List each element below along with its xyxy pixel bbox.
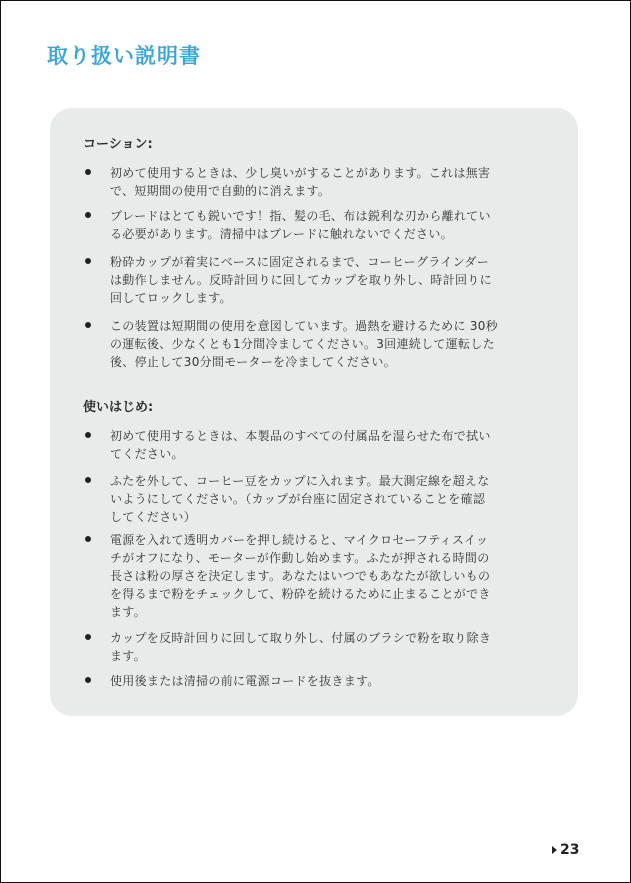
bullet-icon bbox=[85, 322, 91, 328]
list-item bbox=[83, 531, 553, 621]
item-line: 粉砕カップが着実にベースに固定されるまで、コーヒーグラインダー bbox=[110, 255, 490, 269]
bullet-icon bbox=[85, 536, 91, 542]
list-item bbox=[83, 472, 553, 526]
item-line: の運転後、少なくとも1分間冷ましてください。3回連続して運転した bbox=[110, 337, 495, 351]
item-line: 初めて使用するときは、少し臭いがすることがあります。これは無害 bbox=[110, 166, 491, 180]
item-line: 回してロックします。 bbox=[110, 291, 232, 305]
item-line: 長さは粉の厚さを決定します。あなたはいつでもあなたが欲しいもの bbox=[110, 569, 491, 583]
caution-heading: コーション: bbox=[83, 137, 153, 152]
item-line: ふたを外して、コーヒー豆をカップに入れます。最大測定線を超えな bbox=[110, 474, 490, 488]
list-item bbox=[83, 629, 553, 665]
item-line: で、短期間の使用で自動的に消えます。 bbox=[110, 184, 331, 198]
triangle-right-icon bbox=[552, 846, 557, 854]
list-item bbox=[83, 164, 553, 200]
list-item bbox=[83, 672, 553, 690]
bullet-icon bbox=[85, 677, 91, 683]
bullet-icon bbox=[85, 169, 91, 175]
item-line: ます。 bbox=[110, 649, 146, 663]
item-line: 電源を入れて透明カバーを押し続けると、マイクロセーフティスイッ bbox=[110, 533, 489, 547]
getting-started-heading: 使いはじめ: bbox=[83, 400, 154, 415]
bullet-icon bbox=[85, 634, 91, 640]
item-line: る必要があります。清掃中はブレードに触れないでください。 bbox=[110, 227, 453, 241]
list-item bbox=[83, 253, 553, 307]
item-line: してください） bbox=[110, 510, 197, 524]
bullet-icon bbox=[85, 258, 91, 264]
item-line: いようにしてください。（カップが台座に固定されていることを確認 bbox=[110, 492, 486, 506]
bullet-icon bbox=[85, 432, 91, 438]
bullet-icon bbox=[85, 477, 91, 483]
item-line: ます。 bbox=[110, 605, 146, 619]
item-line: を得るまで粉をチェックして、粉砕を続けるために止まることができ bbox=[110, 587, 491, 601]
item-line: ブレードはとても鋭いです！指、髪の毛、布は鋭利な刃から離れてい bbox=[110, 209, 491, 223]
instructions-panel bbox=[50, 108, 578, 716]
list-item bbox=[83, 207, 553, 243]
item-line: カップを反時計回りに回して取り外し、付属のブラシで粉を取り除き bbox=[110, 631, 492, 645]
list-item bbox=[83, 317, 553, 371]
item-line: 使用後または清掃の前に電源コードを抜きます。 bbox=[110, 674, 380, 688]
item-line: 後、停止して30分間モーターを冷ましてください。 bbox=[110, 355, 396, 369]
page-number bbox=[552, 842, 579, 858]
item-line: は動作しません。反時計回りに回してカップを取り外し、時計回りに bbox=[110, 273, 492, 287]
page-title: 取り扱い説明書 bbox=[47, 44, 201, 68]
item-line: 初めて使用するときは、本製品のすべての付属品を湿らせた布で拭い bbox=[110, 429, 491, 443]
item-line: てください。 bbox=[110, 447, 184, 461]
item-line: この装置は短期間の使用を意図しています。過熱を避けるために 30秒 bbox=[110, 319, 499, 333]
bullet-icon bbox=[85, 212, 91, 218]
item-line: チがオフになり、モーターが作動し始めます。ふたが押される時間の bbox=[110, 551, 490, 565]
page-number-text: 23 bbox=[560, 842, 580, 858]
list-item bbox=[83, 427, 553, 463]
